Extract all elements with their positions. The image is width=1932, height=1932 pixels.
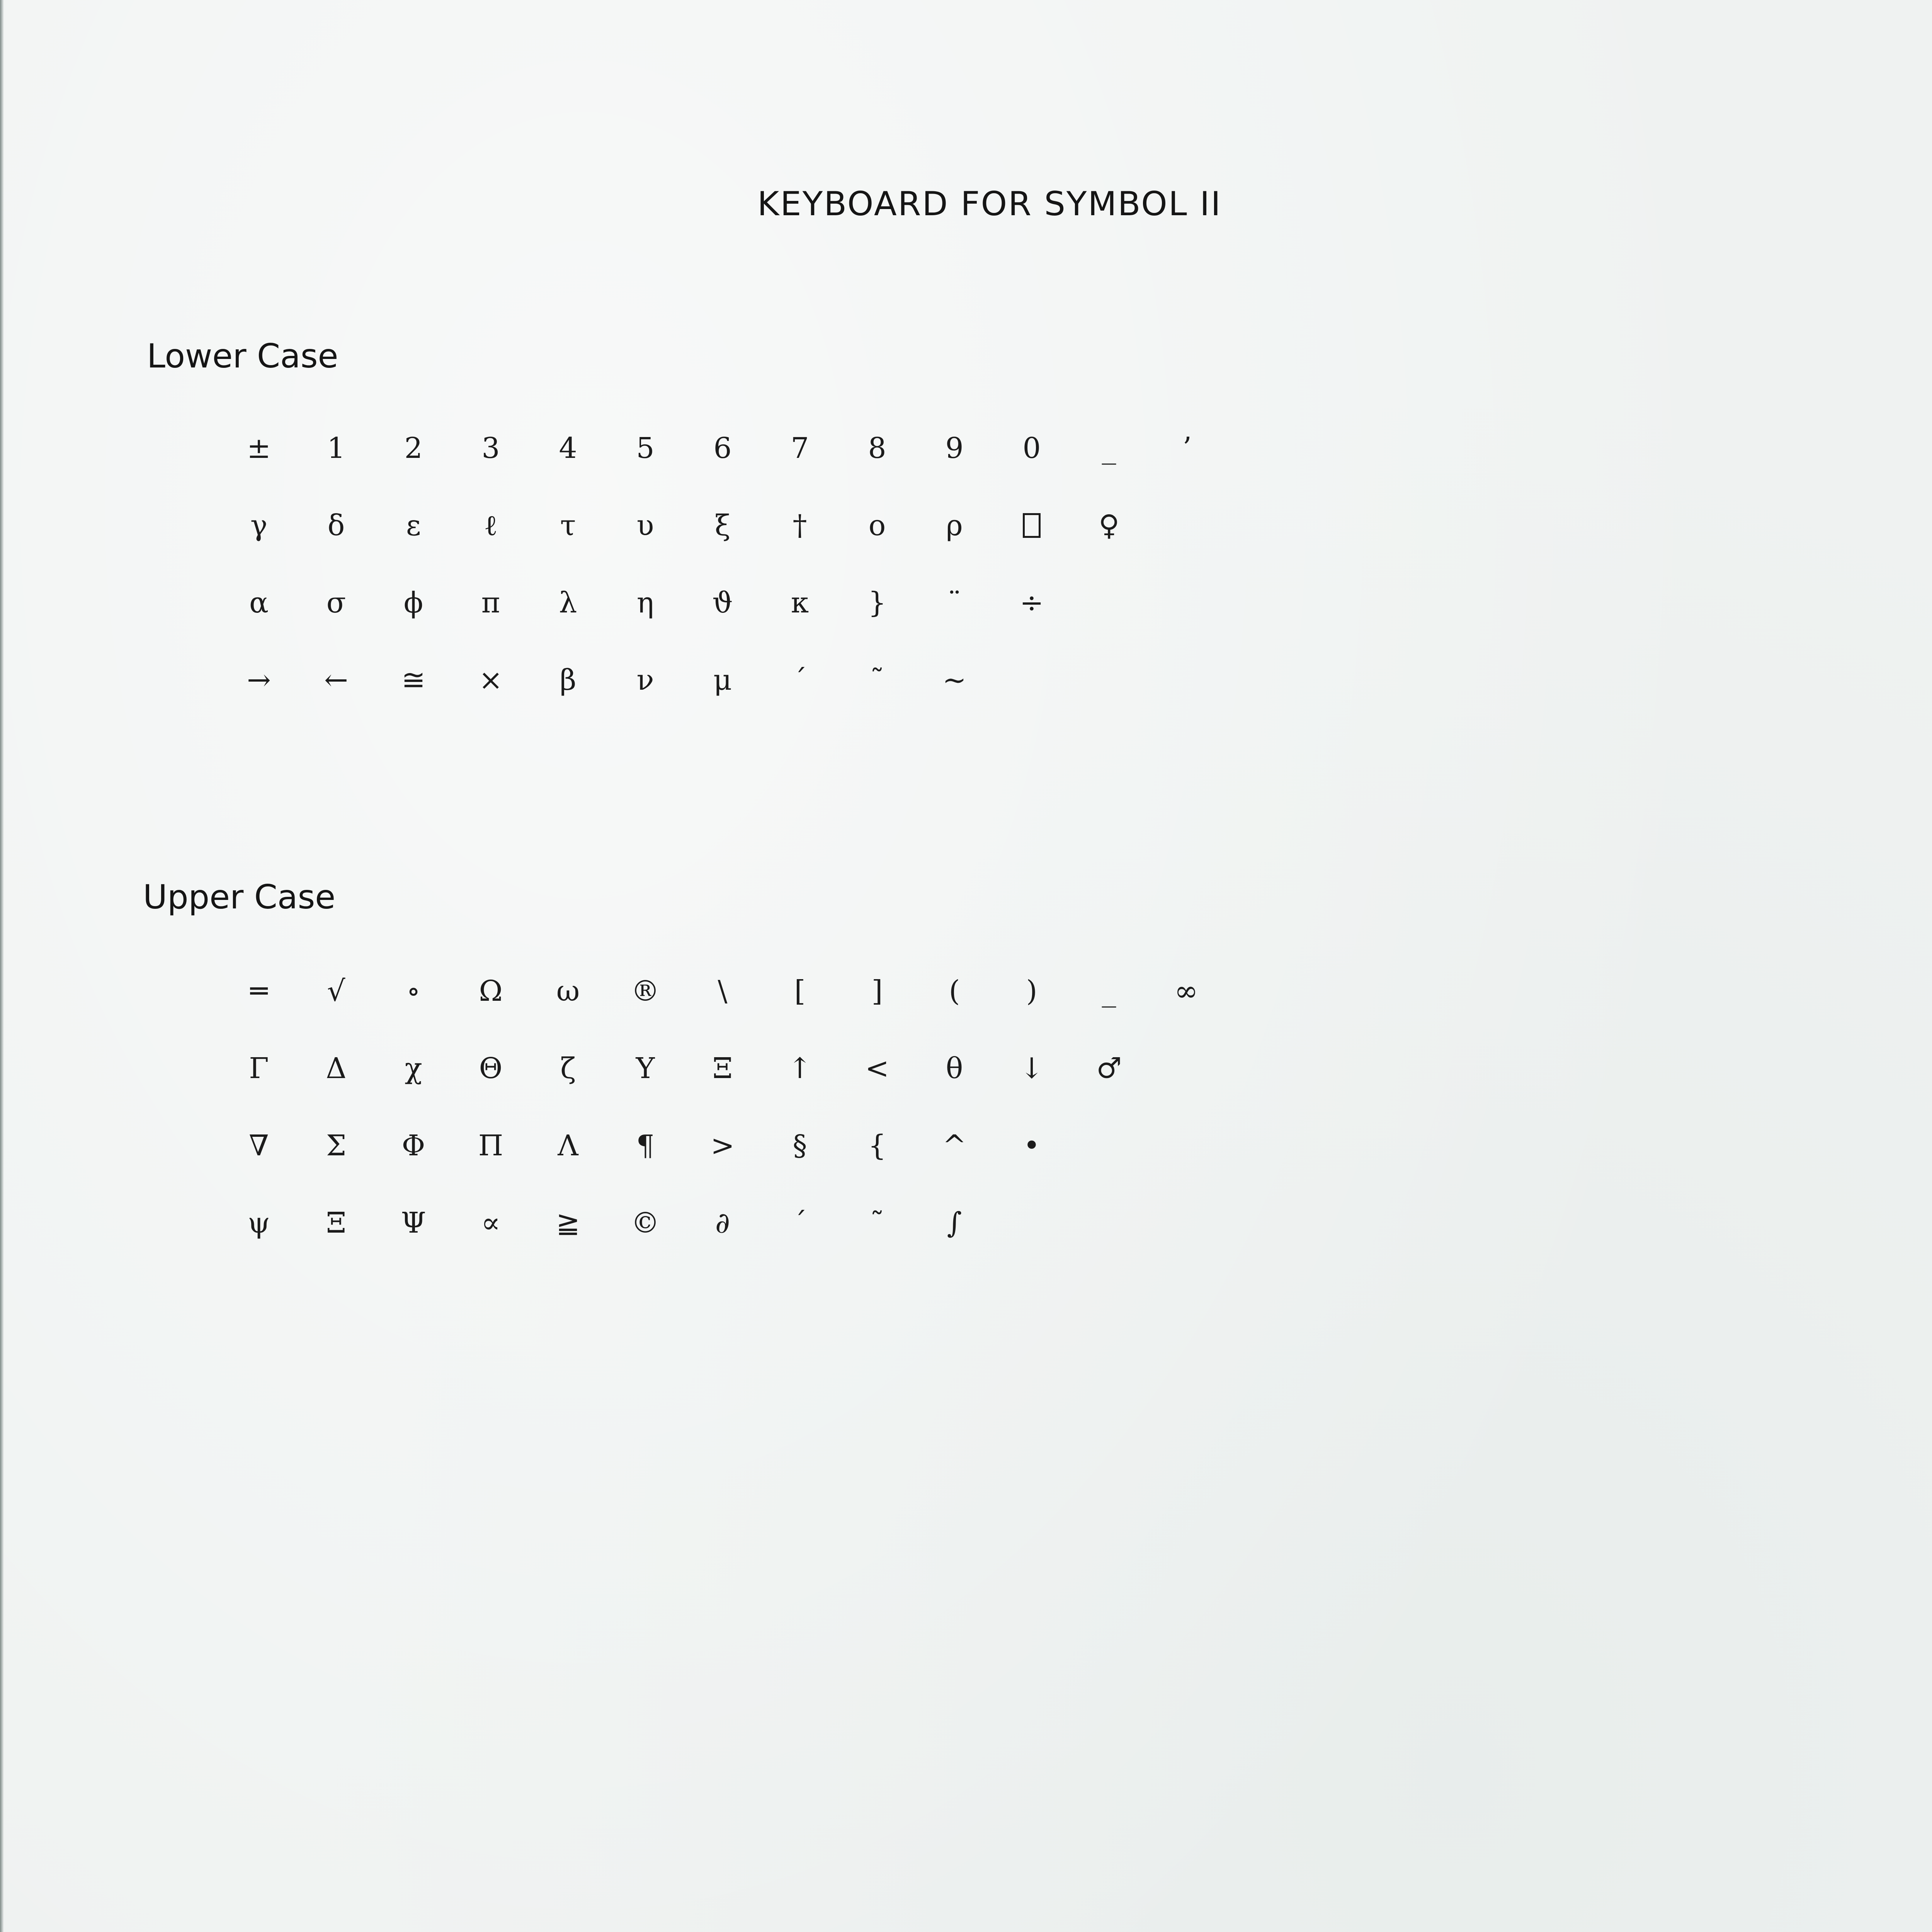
upper-case-symbol: ♂ xyxy=(1096,1052,1122,1085)
lower-case-symbol: 7 xyxy=(791,432,809,465)
lower-case-symbol: 0 xyxy=(1022,432,1041,465)
page-edge-shadow xyxy=(0,0,4,1932)
upper-case-symbol: ζ xyxy=(560,1052,576,1085)
upper-case-symbol: ˊ xyxy=(793,1206,807,1240)
upper-case-row-2 xyxy=(220,1030,1225,1107)
lower-case-symbol: κ xyxy=(791,586,809,619)
upper-case-symbol: Υ xyxy=(636,1052,655,1085)
lower-case-symbol-grid xyxy=(220,410,1225,719)
lower-case-symbol: π xyxy=(481,586,500,619)
upper-case-symbol: ∫ xyxy=(947,1206,962,1240)
upper-case-symbol: © xyxy=(631,1206,660,1240)
upper-case-symbol: _ xyxy=(1102,975,1116,1008)
lower-case-symbol: ˊ xyxy=(793,663,807,697)
upper-case-symbol: < xyxy=(865,1052,889,1085)
lower-case-symbol: ε xyxy=(406,509,421,542)
upper-case-symbol: √ xyxy=(327,975,345,1008)
upper-case-symbol: Δ xyxy=(326,1052,347,1085)
upper-case-symbol: ═ xyxy=(250,975,268,1008)
upper-case-symbol: ω xyxy=(556,975,580,1008)
upper-case-symbol: ^ xyxy=(942,1129,966,1162)
lower-case-symbol: τ xyxy=(560,509,576,542)
upper-case-symbol: ∇ xyxy=(249,1129,269,1162)
lower-case-symbol: ˜ xyxy=(870,663,884,697)
lower-case-symbol: ~ xyxy=(942,663,966,697)
lower-case-symbol: ϑ xyxy=(712,586,733,619)
upper-case-row-1 xyxy=(220,952,1225,1030)
document-title: KEYBOARD FOR SYMBOL II xyxy=(757,185,1222,223)
lower-case-symbol: 2 xyxy=(404,432,423,465)
lower-case-symbol: 8 xyxy=(868,432,886,465)
lower-case-row-3 xyxy=(220,564,1225,641)
upper-case-symbol: θ xyxy=(946,1052,963,1085)
lower-case-symbol: γ xyxy=(250,509,268,542)
upper-case-symbol: Θ xyxy=(479,1052,503,1085)
upper-case-symbol: ψ xyxy=(247,1206,270,1240)
lower-case-symbol: ← xyxy=(324,663,348,697)
lower-case-symbol: ν xyxy=(636,663,654,697)
lower-case-row-2 xyxy=(220,487,1225,564)
upper-case-symbol: ↓ xyxy=(1019,1052,1044,1085)
lower-case-symbol: ρ xyxy=(946,509,963,542)
empty-box-glyph xyxy=(1023,513,1041,538)
lower-case-symbol: 9 xyxy=(945,432,964,465)
lower-case-row-4 xyxy=(220,641,1225,719)
lower-case-symbol: 1 xyxy=(327,432,345,465)
lower-case-symbol: ℓ xyxy=(484,509,498,542)
upper-case-symbol: Σ xyxy=(326,1129,347,1162)
lower-case-symbol: ÷ xyxy=(1019,586,1044,619)
lower-case-symbol: δ xyxy=(327,509,345,542)
lower-case-row-1 xyxy=(220,410,1225,487)
upper-case-row-4 xyxy=(220,1184,1225,1262)
upper-case-symbol: ∂ xyxy=(715,1206,730,1240)
lower-case-symbol: } xyxy=(868,586,886,619)
upper-case-symbol: ∞ xyxy=(1174,975,1198,1008)
lower-case-symbol: ¨ xyxy=(947,586,962,619)
lower-case-symbol: ≅ xyxy=(401,663,425,697)
lower-case-symbol: ± xyxy=(247,432,271,465)
lower-case-symbol xyxy=(993,487,1070,564)
upper-case-symbol: \ xyxy=(718,975,728,1008)
upper-case-symbol: > xyxy=(710,1129,735,1162)
lower-case-symbol: α xyxy=(249,586,269,619)
lower-case-symbol: β xyxy=(560,663,577,697)
lower-case-symbol: μ xyxy=(713,663,732,697)
lower-case-symbol: υ xyxy=(636,509,654,542)
lower-case-symbol: ʼ xyxy=(1182,432,1191,465)
upper-case-symbol: Λ xyxy=(558,1129,578,1162)
upper-case-symbol: Γ xyxy=(249,1052,269,1085)
lower-case-symbol: 4 xyxy=(559,432,577,465)
lower-case-symbol: 5 xyxy=(636,432,655,465)
lower-case-symbol: λ xyxy=(559,586,577,619)
upper-case-symbol: ¶ xyxy=(636,1129,655,1162)
upper-case-symbol: ˜ xyxy=(870,1206,884,1240)
lower-case-symbol: _ xyxy=(1102,432,1116,465)
upper-case-symbol: ) xyxy=(1026,975,1037,1008)
upper-case-symbol: § xyxy=(793,1129,807,1162)
upper-case-symbol: { xyxy=(868,1129,886,1162)
upper-case-symbol: Ξ xyxy=(326,1206,347,1240)
upper-case-symbol: • xyxy=(1023,1129,1040,1162)
lower-case-symbol: 6 xyxy=(713,432,732,465)
upper-case-symbol: Ψ xyxy=(401,1206,426,1240)
upper-case-symbol: ® xyxy=(631,975,660,1008)
upper-case-symbol: Φ xyxy=(401,1129,425,1162)
lower-case-symbol: ξ xyxy=(714,509,731,542)
upper-case-symbol: ≧ xyxy=(556,1206,580,1240)
upper-case-symbol: Π xyxy=(478,1129,503,1162)
upper-case-symbol: ( xyxy=(949,975,960,1008)
upper-case-symbol: ] xyxy=(871,975,883,1008)
upper-case-heading: Upper Case xyxy=(143,878,336,917)
lower-case-symbol: σ xyxy=(326,586,346,619)
upper-case-symbol: Ω xyxy=(479,975,503,1008)
lower-case-symbol: 3 xyxy=(481,432,500,465)
lower-case-heading: Lower Case xyxy=(147,337,338,376)
lower-case-symbol: † xyxy=(793,509,807,542)
lower-case-symbol: → xyxy=(247,663,271,697)
upper-case-symbol: χ xyxy=(405,1052,422,1085)
lower-case-symbol: ϕ xyxy=(403,586,423,619)
upper-case-symbol: ∝ xyxy=(481,1206,501,1240)
upper-case-row-3 xyxy=(220,1107,1225,1184)
upper-case-symbol: ∘ xyxy=(406,975,421,1008)
lower-case-symbol: × xyxy=(478,663,503,697)
upper-case-symbol: [ xyxy=(794,975,806,1008)
upper-case-symbol-grid xyxy=(220,952,1225,1262)
lower-case-symbol: ο xyxy=(868,509,886,542)
lower-case-symbol: ♀ xyxy=(1098,509,1120,542)
lower-case-symbol: η xyxy=(636,586,654,619)
upper-case-symbol: Ξ xyxy=(712,1052,733,1085)
upper-case-symbol: ↑ xyxy=(787,1052,812,1085)
